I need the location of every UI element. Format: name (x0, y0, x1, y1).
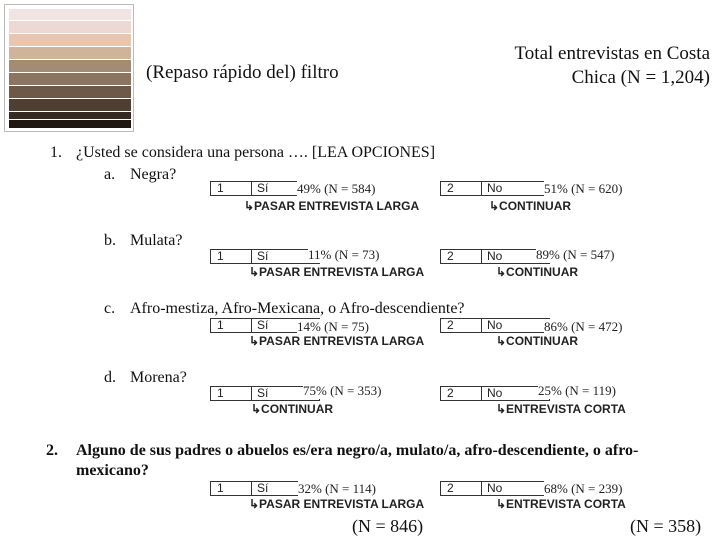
option-d-no-pct: 25% (N = 119) (538, 383, 616, 398)
divider (481, 250, 482, 263)
option-b-no-box[interactable] (440, 249, 550, 264)
option-d-no-label: No (487, 386, 503, 400)
option-a-no-label: No (487, 181, 503, 195)
divider (481, 482, 482, 495)
option-c-label: Afro-mestiza, Afro-Mexicana, o Afro-descendiente? (130, 300, 465, 317)
option-d-yes-code: 1 (217, 386, 224, 400)
question-1-number: 1. (50, 144, 62, 161)
question-2-no-instruction: ↳ENTREVISTA CORTA (496, 497, 626, 511)
question-2-no-box[interactable] (440, 481, 550, 496)
skin-color-scale-image (4, 4, 134, 132)
question-2-yes-instruction: ↳PASAR ENTREVISTA LARGA (249, 497, 425, 511)
option-c-yes-code: 1 (217, 318, 224, 332)
right-total-n: (N = 358) (630, 516, 702, 536)
divider (251, 319, 252, 332)
option-b-yes-box[interactable] (210, 249, 320, 264)
question-2-yes-label: Sí (257, 481, 269, 495)
option-b-letter: b. (104, 232, 116, 249)
option-d-yes-instruction: ↳CONTINUAR (251, 402, 334, 416)
swatch-8 (9, 99, 131, 111)
question-2-text-line1: Alguno de sus padres o abuelos es/era negro/a, mulato/a, afro-descendiente, o afro- (76, 442, 639, 459)
option-b-no-code: 2 (447, 249, 454, 263)
option-a-label: Negra? (130, 166, 177, 183)
option-b-yes-label: Sí (257, 249, 269, 263)
option-d-label: Morena? (130, 369, 187, 386)
option-d-yes-pct: 75% (N = 353) (303, 383, 382, 398)
option-a-letter: a. (104, 166, 116, 183)
option-c-no-instruction: ↳CONTINUAR (496, 334, 579, 348)
divider (251, 250, 252, 263)
option-a-no-instruction: ↳CONTINUAR (489, 199, 572, 213)
option-d-no-instruction: ↳ENTREVISTA CORTA (496, 402, 626, 416)
option-a-no-pct: 51% (N = 620) (544, 181, 623, 196)
left-total-n: (N = 846) (352, 516, 424, 536)
divider (251, 387, 252, 400)
option-b-no-instruction: ↳CONTINUAR (496, 265, 579, 279)
divider (481, 387, 482, 400)
option-d-no-code: 2 (447, 386, 454, 400)
option-a-yes-code: 1 (217, 181, 224, 195)
option-a-yes-pct: 49% (N = 584) (297, 181, 376, 196)
option-c-letter: c. (104, 300, 116, 317)
question-2-number: 2. (46, 442, 58, 459)
option-c-yes-label: Sí (257, 318, 269, 332)
swatch-5 (9, 60, 131, 72)
option-a-yes-instruction: ↳PASAR ENTREVISTA LARGA (244, 199, 420, 213)
option-d-letter: d. (104, 369, 116, 386)
option-c-yes-instruction: ↳PASAR ENTREVISTA LARGA (249, 334, 425, 348)
divider (481, 319, 482, 332)
option-a-yes-label: Sí (257, 181, 269, 195)
question-2-text-line2: mexicano? (76, 462, 149, 479)
option-b-label: Mulata? (130, 232, 183, 249)
option-c-no-pct: 86% (N = 472) (544, 319, 623, 334)
total-interviews-title: Total entrevistas en Costa Chica (N = 1,204) (514, 43, 710, 88)
option-b-no-label: No (487, 249, 503, 263)
option-c-no-box[interactable] (440, 318, 550, 333)
swatch-3 (9, 34, 131, 46)
option-b-yes-code: 1 (217, 249, 224, 263)
swatch-1 (9, 9, 131, 20)
option-c-no-label: No (487, 318, 503, 332)
question-2-no-pct: 68% (N = 239) (544, 481, 623, 496)
option-b-yes-pct: 11% (N = 73) (308, 247, 380, 262)
question-2-no-code: 2 (447, 481, 454, 495)
option-c-yes-pct: 14% (N = 75) (297, 319, 369, 334)
question-1-text: ¿Usted se considera una persona …. [LEA OPCIONES] (76, 144, 436, 161)
swatch-4 (9, 47, 131, 59)
option-a-no-code: 2 (447, 181, 454, 195)
option-d-yes-label: Sí (257, 386, 269, 400)
option-b-yes-instruction: ↳PASAR ENTREVISTA LARGA (249, 265, 425, 279)
swatch-2 (9, 21, 131, 33)
option-c-no-code: 2 (447, 318, 454, 332)
swatch-9 (9, 112, 131, 119)
swatch-6 (9, 73, 131, 85)
option-d-no-box[interactable] (440, 386, 550, 401)
divider (481, 182, 482, 195)
option-a-no-box[interactable] (440, 181, 550, 196)
option-b-no-pct: 89% (N = 547) (536, 247, 615, 262)
question-2-no-label: No (487, 481, 503, 495)
divider (251, 482, 252, 495)
filter-title: (Repaso rápido del) filtro (146, 62, 339, 83)
swatch-10 (9, 120, 131, 128)
question-2-yes-pct: 32% (N = 114) (298, 481, 376, 496)
divider (251, 182, 252, 195)
question-2-yes-code: 1 (217, 481, 224, 495)
swatch-7 (9, 86, 131, 98)
